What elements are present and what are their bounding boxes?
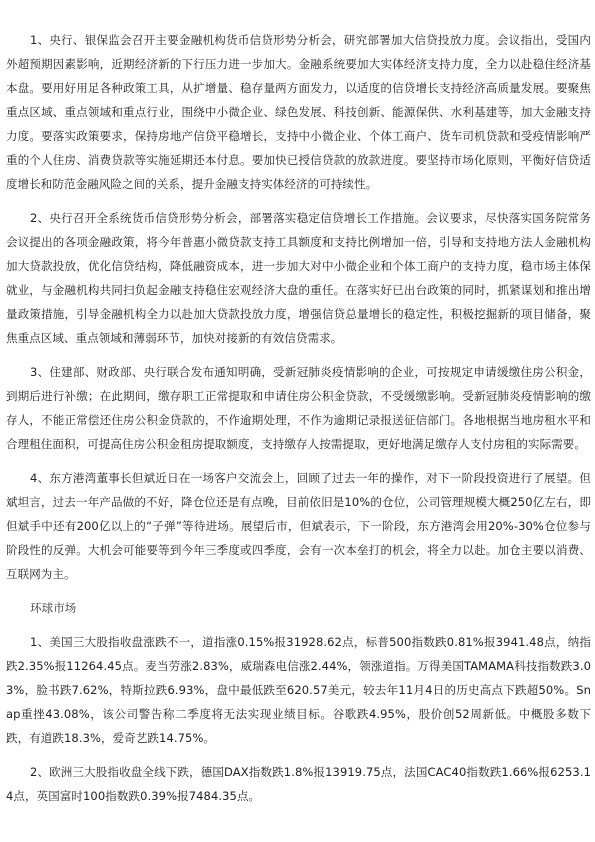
news-item-3: 3、住建部、财政部、央行联合发布通知明确，受新冠肺炎疫情影响的企业，可按规定申请缓缴住房公积金，到期后进行补缴；在此期间，缴存职工正常提取和申请住房公积金贷款，不受缓缴影响。受新冠肺炎疫情影响的缴存人，不能正常偿还住房公积金贷款的，不作逾期处理，不作为逾期记录报送征信部门。各地根据当地房租水平和合理租住面积，可提高住房公积金租房提取额度，支持缴存人按需提取，更好地满足缴存人支付房租的实际需要。 — [6, 365, 591, 451]
news-item-4: 4、东方港湾董事长但斌近日在一场客户交流会上，回顾了过去一年的操作，对下一阶段投资进行了展望。但斌坦言，过去一年产品做的不好，降仓位还是有点晚，目前依旧是10%的仓位，公司管理规模大概250亿左右，即但斌手中还有200亿以上的“子弹”等待进场。展望后市，但斌表示，下一阶段，东方港湾会用20%-30%仓位参与阶段性的反弹。大机会可能要等到今年三季度或四季度，会有一次本垒打的机会，将全力以赴。加仓主要以消费、互联网为主。 — [6, 471, 591, 581]
document-body — [6, 28, 591, 818]
section-heading-global-markets: 环球市场 — [30, 601, 77, 615]
news-item-2: 2、央行召开全系统货币信贷形势分析会，部署落实稳定信贷增长工作措施。会议要求，尽快落实国务院常务会议提出的各项金融政策，将今年普惠小微贷款支持工具额度和支持比例增加一倍，引导和支持地方法人金融机构加大贷款投放，优化信贷结构，降低融资成本，进一步加大对中小微企业和个体工商户的支持力度，稳市场主体保就业，与金融机构共同扫负起金融支持稳住宏观经济大盘的重任。在落实好已出台政策的同时，抓紧谋划和推出增量政策措施，引导金融机构全力以赴加大贷款投放力度，增强信贷总量增长的稳定性，积极挖掘新的项目储备，聚焦重点区域、重点领域和薄弱环节，加快对接新的有效信贷需求。 — [6, 211, 591, 345]
global-market-item-1: 1、美国三大股指收盘涨跌不一，道指涨0.15%报31928.62点，标普500指数跌0.81%报3941.48点，纳指跌2.35%报11264.45点。麦当劳涨2.83%，威瑞森电信涨2.44%，领涨道指。万得美国TAMAMA科技指数跌3.03%，脸书跌7.62%，特斯拉跌6.93%，盘中最低跌至620.57美元，较去年11月4日的历史高点下跌超50%。Snap重挫43.08%，该公司警告称二季度将无法实现业绩目标。谷歌跌4.95%，股价创52周新低。中概股多数下跌，有道跌18.3%，爱奇艺跌14.75%。 — [6, 635, 591, 745]
global-market-item-2: 2、欧洲三大股指收盘全线下跌，德国DAX指数跌1.8%报13919.75点，法国CAC40指数跌1.66%报6253.14点，英国富时100指数跌0.39%报7484.35点。 — [6, 765, 591, 803]
news-item-1: 1、央行、银保监会召开主要金融机构货币信贷形势分析会，研究部署加大信贷投放力度。会议指出，受国内外超预期因素影响，近期经济新的下行压力进一步加大。金融系统要加大实体经济支持力度，全力以赴稳住经济基本盘。要用好用足各种政策工具，从扩增量、稳存量两方面发力，以适度的信贷增长支持经济高质量发展。要聚焦重点区域、重点领域和重点行业，围绕中小微企业、绿色发展、科技创新、能源保供、水利基建等，加大金融支持力度。要落实政策要求，保持房地产信贷平稳增长，支持中小微企业、个体工商户、货车司机贷款和受疫情影响严重的个人住房、消费贷款等实施延期还本付息。要加快已授信贷款的放款进度。要坚持市场化原则，平衡好信贷适度增长和防范金融风险之间的关系，提升金融支持实体经济的可持续性。 — [6, 33, 591, 191]
